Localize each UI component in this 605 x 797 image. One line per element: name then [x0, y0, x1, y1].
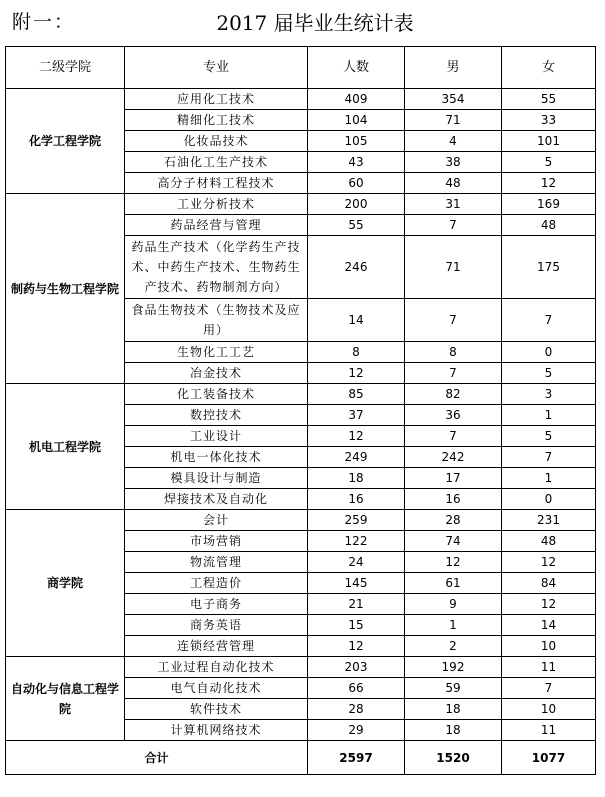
male-cell: 242	[405, 447, 502, 468]
female-cell: 101	[502, 131, 596, 152]
total-cell: 21	[308, 594, 405, 615]
college-cell: 机电工程学院	[6, 384, 125, 510]
major-cell: 石油化工生产技术	[125, 152, 308, 173]
male-cell: 9	[405, 594, 502, 615]
total-cell: 24	[308, 552, 405, 573]
major-cell: 电气自动化技术	[125, 678, 308, 699]
total-female: 1077	[502, 741, 596, 775]
major-cell: 工程造价	[125, 573, 308, 594]
total-cell: 28	[308, 699, 405, 720]
total-cell: 16	[308, 489, 405, 510]
major-cell: 冶金技术	[125, 363, 308, 384]
female-cell: 12	[502, 552, 596, 573]
total-cell: 246	[308, 236, 405, 299]
column-header-total: 人数	[308, 47, 405, 89]
male-cell: 36	[405, 405, 502, 426]
major-cell: 机电一体化技术	[125, 447, 308, 468]
document-header	[0, 0, 605, 46]
total-cell: 104	[308, 110, 405, 131]
male-cell: 4	[405, 131, 502, 152]
table-row	[6, 194, 596, 215]
column-header-major: 专业	[125, 47, 308, 89]
table-footer	[6, 741, 596, 775]
major-cell: 计算机网络技术	[125, 720, 308, 741]
male-cell: 1	[405, 615, 502, 636]
female-cell: 1	[502, 468, 596, 489]
total-cell: 8	[308, 342, 405, 363]
female-cell: 55	[502, 89, 596, 110]
total-label: 合计	[6, 741, 308, 775]
major-cell: 电子商务	[125, 594, 308, 615]
table-header	[6, 47, 596, 89]
major-cell: 物流管理	[125, 552, 308, 573]
male-cell: 71	[405, 236, 502, 299]
female-cell: 5	[502, 152, 596, 173]
female-cell: 10	[502, 699, 596, 720]
male-cell: 7	[405, 299, 502, 342]
total-cell: 18	[308, 468, 405, 489]
female-cell: 10	[502, 636, 596, 657]
total-cell: 12	[308, 636, 405, 657]
total-cell: 122	[308, 531, 405, 552]
male-cell: 71	[405, 110, 502, 131]
major-cell: 工业过程自动化技术	[125, 657, 308, 678]
male-cell: 82	[405, 384, 502, 405]
female-cell: 33	[502, 110, 596, 131]
total-cell: 60	[308, 173, 405, 194]
female-cell: 7	[502, 678, 596, 699]
male-cell: 7	[405, 426, 502, 447]
college-cell: 商学院	[6, 510, 125, 657]
male-cell: 61	[405, 573, 502, 594]
major-cell: 商务英语	[125, 615, 308, 636]
male-cell: 28	[405, 510, 502, 531]
major-cell: 软件技术	[125, 699, 308, 720]
total-cell: 200	[308, 194, 405, 215]
total-cell: 66	[308, 678, 405, 699]
female-cell: 14	[502, 615, 596, 636]
major-cell: 药品生产技术（化学药生产技术、中药生产技术、生物药生产技术、药物制剂方向）	[125, 236, 308, 299]
male-cell: 192	[405, 657, 502, 678]
table-row	[6, 384, 596, 405]
female-cell: 5	[502, 426, 596, 447]
page-title: 2017 届毕业生统计表	[216, 11, 414, 35]
column-header-female: 女	[502, 47, 596, 89]
total-cell: 12	[308, 426, 405, 447]
major-cell: 化工装备技术	[125, 384, 308, 405]
attachment-label: 附一：	[12, 11, 76, 33]
major-cell: 食品生物技术（生物技术及应用）	[125, 299, 308, 342]
male-cell: 48	[405, 173, 502, 194]
total-cell: 14	[308, 299, 405, 342]
female-cell: 12	[502, 173, 596, 194]
total-cell: 409	[308, 89, 405, 110]
major-cell: 高分子材料工程技术	[125, 173, 308, 194]
total-male: 1520	[405, 741, 502, 775]
table-body	[6, 89, 596, 741]
female-cell: 11	[502, 657, 596, 678]
major-cell: 生物化工工艺	[125, 342, 308, 363]
female-cell: 231	[502, 510, 596, 531]
major-cell: 工业设计	[125, 426, 308, 447]
female-cell: 7	[502, 299, 596, 342]
college-cell: 自动化与信息工程学院	[6, 657, 125, 741]
female-cell: 3	[502, 384, 596, 405]
total-cell: 105	[308, 131, 405, 152]
column-header-male: 男	[405, 47, 502, 89]
total-cell: 29	[308, 720, 405, 741]
major-cell: 药品经营与管理	[125, 215, 308, 236]
female-cell: 48	[502, 215, 596, 236]
male-cell: 38	[405, 152, 502, 173]
major-cell: 模具设计与制造	[125, 468, 308, 489]
female-cell: 5	[502, 363, 596, 384]
total-cell: 145	[308, 573, 405, 594]
total-cell: 55	[308, 215, 405, 236]
total-cell: 85	[308, 384, 405, 405]
table-row	[6, 657, 596, 678]
major-cell: 应用化工技术	[125, 89, 308, 110]
female-cell: 1	[502, 405, 596, 426]
female-cell: 175	[502, 236, 596, 299]
male-cell: 18	[405, 699, 502, 720]
header-row	[6, 47, 596, 89]
major-cell: 连锁经营管理	[125, 636, 308, 657]
female-cell: 169	[502, 194, 596, 215]
major-cell: 精细化工技术	[125, 110, 308, 131]
male-cell: 16	[405, 489, 502, 510]
table-row	[6, 89, 596, 110]
total-cell: 259	[308, 510, 405, 531]
female-cell: 48	[502, 531, 596, 552]
total-cell: 15	[308, 615, 405, 636]
total-row	[6, 741, 596, 775]
male-cell: 59	[405, 678, 502, 699]
male-cell: 354	[405, 89, 502, 110]
male-cell: 8	[405, 342, 502, 363]
college-cell: 制药与生物工程学院	[6, 194, 125, 384]
female-cell: 84	[502, 573, 596, 594]
male-cell: 18	[405, 720, 502, 741]
total-cell: 12	[308, 363, 405, 384]
male-cell: 2	[405, 636, 502, 657]
major-cell: 化妆品技术	[125, 131, 308, 152]
major-cell: 工业分析技术	[125, 194, 308, 215]
college-cell: 化学工程学院	[6, 89, 125, 194]
total-cell: 37	[308, 405, 405, 426]
total-cell: 43	[308, 152, 405, 173]
total-cell: 203	[308, 657, 405, 678]
male-cell: 31	[405, 194, 502, 215]
male-cell: 17	[405, 468, 502, 489]
female-cell: 12	[502, 594, 596, 615]
male-cell: 7	[405, 215, 502, 236]
table-row	[6, 510, 596, 531]
female-cell: 0	[502, 342, 596, 363]
major-cell: 数控技术	[125, 405, 308, 426]
female-cell: 11	[502, 720, 596, 741]
male-cell: 7	[405, 363, 502, 384]
column-header-college: 二级学院	[6, 47, 125, 89]
male-cell: 12	[405, 552, 502, 573]
major-cell: 焊接技术及自动化	[125, 489, 308, 510]
major-cell: 会计	[125, 510, 308, 531]
total-cell: 249	[308, 447, 405, 468]
male-cell: 74	[405, 531, 502, 552]
total-count: 2597	[308, 741, 405, 775]
female-cell: 0	[502, 489, 596, 510]
graduate-statistics-table	[5, 46, 596, 775]
major-cell: 市场营销	[125, 531, 308, 552]
female-cell: 7	[502, 447, 596, 468]
